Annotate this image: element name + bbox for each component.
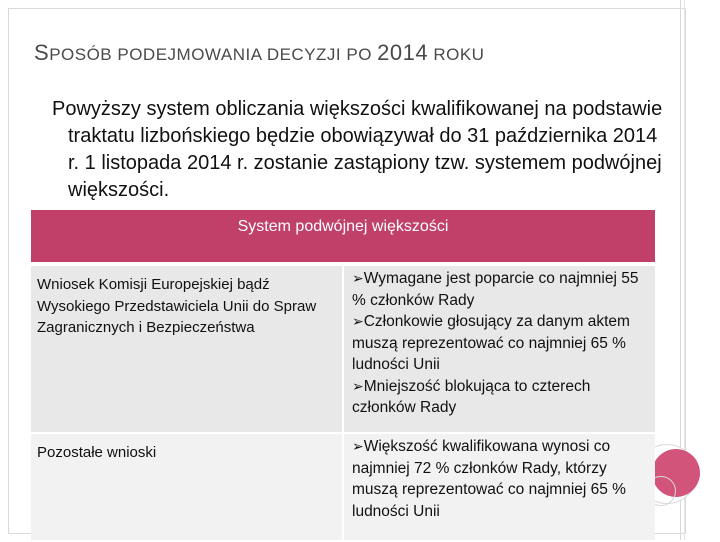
title-first-letter: S [34, 40, 50, 65]
list-item [352, 436, 649, 522]
table-row [31, 264, 655, 433]
list-item-text: Mniejszość blokująca to czterech członków Rady [352, 377, 591, 416]
row-conditions [343, 433, 655, 541]
arrow-bullet-icon: ➢ [352, 377, 364, 394]
intro-paragraph: Powyższy system obliczania większości kwalifikowanej na podstawie traktatu lizbońskiego będzie obowiązywał do 31 października 2014 r. 1 listopada 2014 r. zostanie zastąpiony tzw. systemem podwójnej większości. [52, 98, 663, 201]
row-label: Wniosek Komisji Europejskiej bądź Wysokiego Przedstawiciela Unii do Spraw Zagranicznych i Bezpieczeństwa [31, 264, 343, 433]
arrow-bullet-icon: ➢ [352, 270, 364, 286]
row-conditions [343, 264, 655, 433]
list-item [352, 311, 649, 376]
arrow-bullet-icon: ➢ [352, 313, 364, 329]
list-item-text: Członkowie głosujący za danym aktem muszą reprezentować co najmniej 65 % ludności Unii [352, 313, 630, 373]
list-item-text: Wymagane jest poparcie co najmniej 55 % członków Rady [352, 270, 639, 309]
title-text: POSÓB PODEJMOWANIA DECYZJI PO [49, 45, 378, 64]
double-majority-table [31, 210, 655, 542]
table-row [31, 433, 655, 541]
page-title [34, 40, 654, 66]
row-label: Pozostałe wnioski [31, 433, 343, 541]
arrow-bullet-icon: ➢ [352, 438, 364, 454]
table-header: System podwójnej większości [31, 210, 655, 264]
list-item-text: Większość kwalifikowana wynosi co najmniej 72 % członków Rady, którzy muszą reprezentować co najmniej 65 % ludności Unii [352, 438, 626, 520]
title-tail: ROKU [428, 45, 485, 64]
list-item [352, 268, 649, 311]
list-item [352, 376, 649, 419]
title-year: 2014 [377, 40, 429, 65]
